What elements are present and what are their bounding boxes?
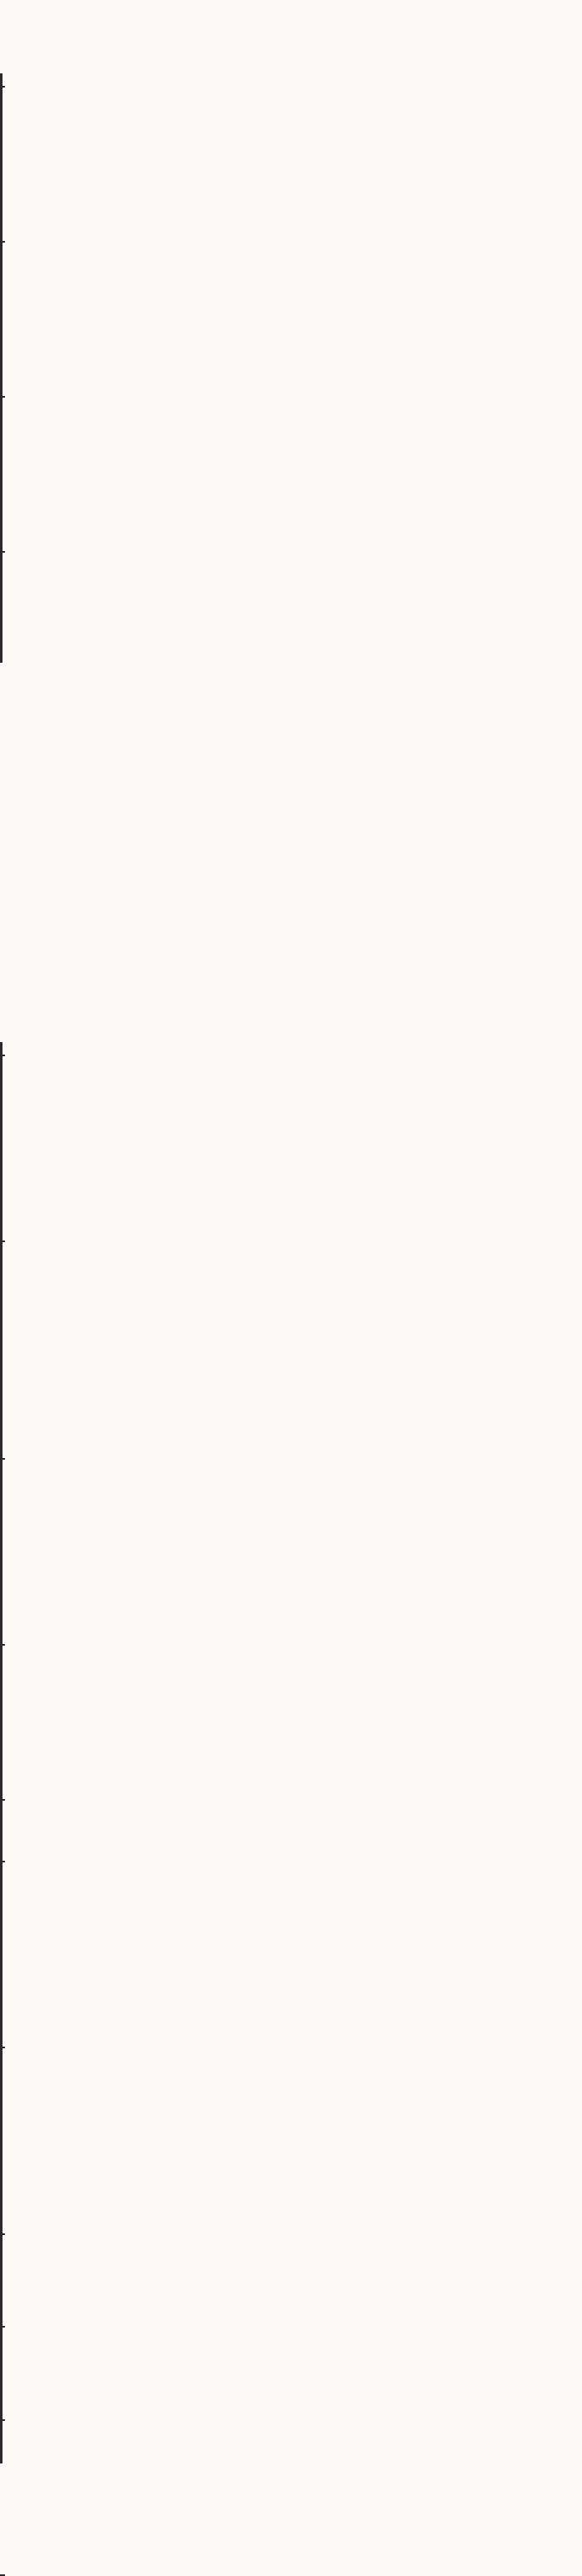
- margin-rule: [0, 1042, 3, 2463]
- margin-tick: [0, 2574, 5, 2576]
- margin-rule: [0, 73, 3, 663]
